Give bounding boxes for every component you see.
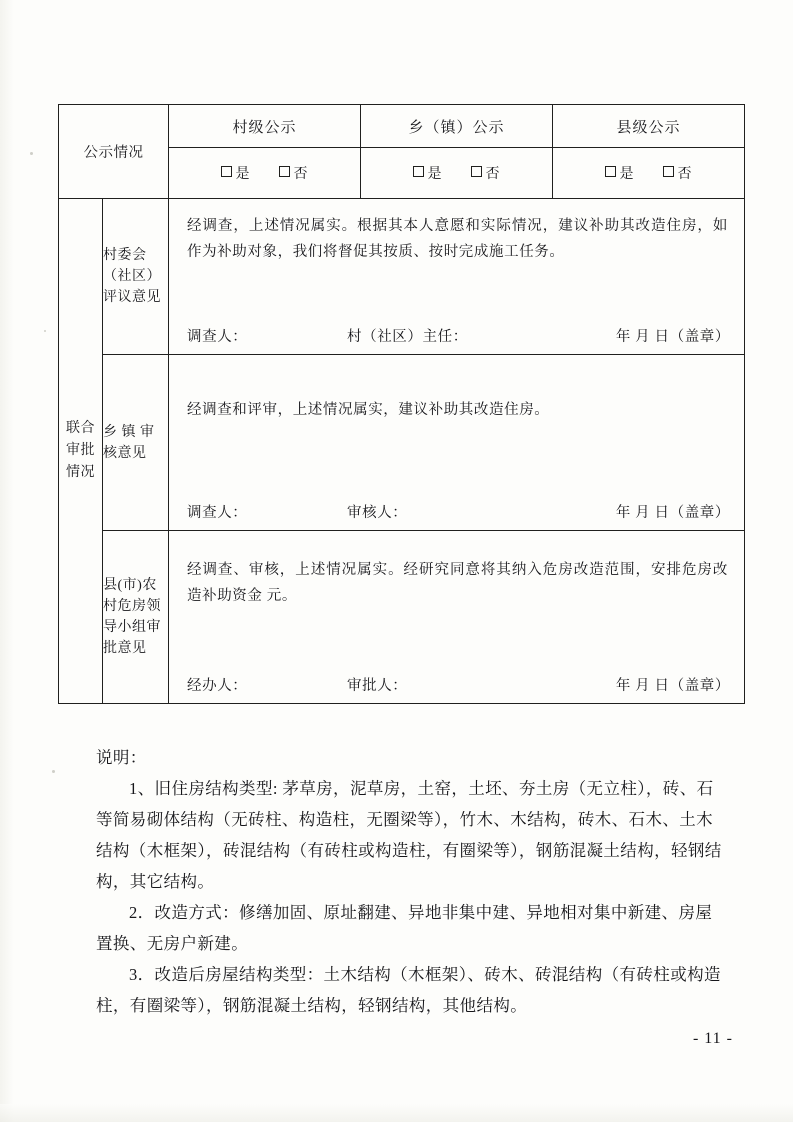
county-date-seal-field[interactable]: 年 月 日（盖章） bbox=[615, 678, 730, 694]
county-group-label: 县(市)农村危房领导小组审批意见 bbox=[103, 531, 169, 704]
village-committee-signatures bbox=[169, 325, 744, 346]
township-review-content bbox=[169, 355, 745, 531]
notes-item-2: 2．改造方式：修缮加固、原址翻建、异地非集中建、异地相对集中新建、房屋置换、无房户新建。 bbox=[96, 903, 713, 953]
village-director-field[interactable]: 村（社区）主任： bbox=[347, 329, 468, 345]
checkbox-county-no[interactable] bbox=[663, 166, 674, 177]
township-reviewer-field[interactable]: 审核人： bbox=[347, 505, 408, 521]
checkbox-village-yes[interactable] bbox=[221, 166, 232, 177]
scan-edge-left bbox=[0, 0, 14, 1122]
table-row-county-opinion bbox=[59, 531, 745, 704]
township-review-signatures bbox=[169, 501, 744, 522]
village-date-seal-field[interactable]: 年 月 日（盖章） bbox=[615, 329, 730, 345]
notes-item-1: 1、旧住房结构类型: 茅草房，泥草房，土窑，土坯、夯土房（无立柱），砖、石等简易砌体结构（无砖柱、构造柱，无圈梁等），竹木、木结构，砖木、石木、土木结构（木框架），砖混结构（有砖柱或构造柱，有圈梁等），钢筋混凝土结构，轻钢结构，其它结构。 bbox=[96, 779, 722, 891]
application-form-table bbox=[58, 104, 745, 704]
publicity-col-township-header: 乡（镇）公示 bbox=[361, 105, 553, 148]
township-review-label: 乡 镇 审 核意见 bbox=[103, 355, 169, 531]
joint-review-group-label-text: 联合审批情况 bbox=[66, 421, 95, 480]
publicity-col-county-header: 县级公示 bbox=[553, 105, 745, 148]
label-county-yes: 是 bbox=[619, 167, 635, 182]
notes-item-3: 3．改造后房屋结构类型：土木结构（木框架）、砖木、砖混结构（有砖柱或构造柱，有圈梁等），钢筋混凝土结构，轻钢结构，其他结构。 bbox=[96, 965, 721, 1015]
notes-title: 说明： bbox=[96, 748, 147, 767]
township-investigator-field[interactable]: 调查人： bbox=[187, 505, 248, 521]
label-village-no: 否 bbox=[293, 167, 309, 182]
label-township-yes: 是 bbox=[427, 167, 443, 182]
table-row-village-opinion bbox=[59, 199, 745, 355]
publicity-row-label: 公示情况 bbox=[59, 105, 169, 199]
joint-review-group-label bbox=[59, 199, 103, 704]
county-approver-field[interactable]: 审批人： bbox=[347, 678, 408, 694]
checkbox-township-no[interactable] bbox=[471, 166, 482, 177]
scan-speck bbox=[52, 770, 55, 773]
village-committee-text: 经调查，上述情况属实。根据其本人意愿和实际情况，建议补助其改造住房，如作为补助对象，我们将督促其按质、按时完成施工任务。 bbox=[187, 218, 728, 260]
page-number: - 11 - bbox=[692, 1030, 733, 1047]
county-handler-field[interactable]: 经办人： bbox=[187, 678, 248, 694]
scan-speck bbox=[44, 330, 46, 332]
checkbox-county-yes[interactable] bbox=[605, 166, 616, 177]
checkbox-township-yes[interactable] bbox=[413, 166, 424, 177]
county-approval-text: 经调查、审核，上述情况属实。经研究同意将其纳入危房改造范围，安排危房改造补助资金 元。 bbox=[187, 562, 728, 604]
publicity-township-options bbox=[361, 148, 553, 199]
table-row-publicity-header bbox=[59, 105, 745, 148]
notes-section bbox=[96, 742, 724, 1021]
village-committee-label: 村委会（社区）评议意见 bbox=[103, 199, 169, 355]
scan-edge-bottom bbox=[0, 1104, 793, 1122]
label-county-no: 否 bbox=[677, 167, 693, 182]
publicity-col-village-header: 村级公示 bbox=[169, 105, 361, 148]
checkbox-village-no[interactable] bbox=[279, 166, 290, 177]
label-village-yes: 是 bbox=[235, 167, 251, 182]
township-date-seal-field[interactable]: 年 月 日（盖章） bbox=[615, 505, 730, 521]
publicity-village-options bbox=[169, 148, 361, 199]
county-approval-content bbox=[169, 531, 745, 704]
publicity-county-options bbox=[553, 148, 745, 199]
scan-speck bbox=[30, 152, 33, 155]
village-committee-content bbox=[169, 199, 745, 355]
label-township-no: 否 bbox=[485, 167, 501, 182]
village-investigator-field[interactable]: 调查人： bbox=[187, 329, 248, 345]
table-row-township-opinion bbox=[59, 355, 745, 531]
county-approval-signatures bbox=[169, 674, 744, 695]
township-review-text: 经调查和评审，上述情况属实，建议补助其改造住房。 bbox=[187, 402, 550, 418]
